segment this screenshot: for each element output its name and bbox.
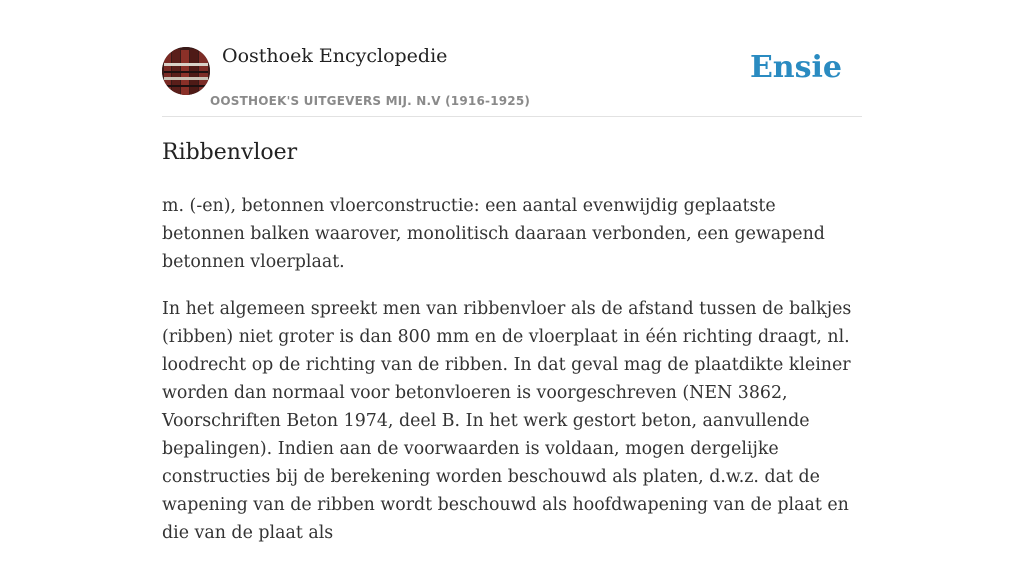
- source-header: [162, 0, 862, 117]
- entry-title: Ribbenvloer: [162, 140, 298, 165]
- entry-paragraph: In het algemeen spreekt men van ribbenvloer als de afstand tussen de balkjes (ribben) niet groter is dan 800 mm en de vloerplaat in één richting draagt, nl. loodrecht op de richting van de ribben. In dat geval mag de plaatdikte kleiner worden dan normaal voor betonvloeren is voorgeschreven (NEN 3862, Voorschriften Beton 1974, deel B. In het werk gestort beton, aanvullende bepalingen). Indien aan de voorwaarden is voldaan, mogen dergelijke constructies bij de berekening worden beschouwd als platen, d.w.z. dat de wapening van de ribben wordt beschouwd als hoofdwapening van de plaat en die van de plaat als: [162, 299, 852, 543]
- entry-card: [162, 0, 862, 543]
- brand-logo[interactable]: Ensie: [749, 50, 842, 85]
- entry-body: [162, 192, 862, 566]
- entry-paragraph: m. (-en), betonnen vloerconstructie: een aantal evenwijdig geplaatste betonnen balken waarover, monolitisch daaraan verbonden, een gewapend betonnen vloerplaat.: [162, 196, 825, 272]
- publisher-label: OOSTHOEK'S UITGEVERS MIJ. N.V (1916-1925): [210, 94, 531, 108]
- book-spines-icon[interactable]: [162, 47, 210, 95]
- source-title[interactable]: Oosthoek Encyclopedie: [222, 45, 448, 67]
